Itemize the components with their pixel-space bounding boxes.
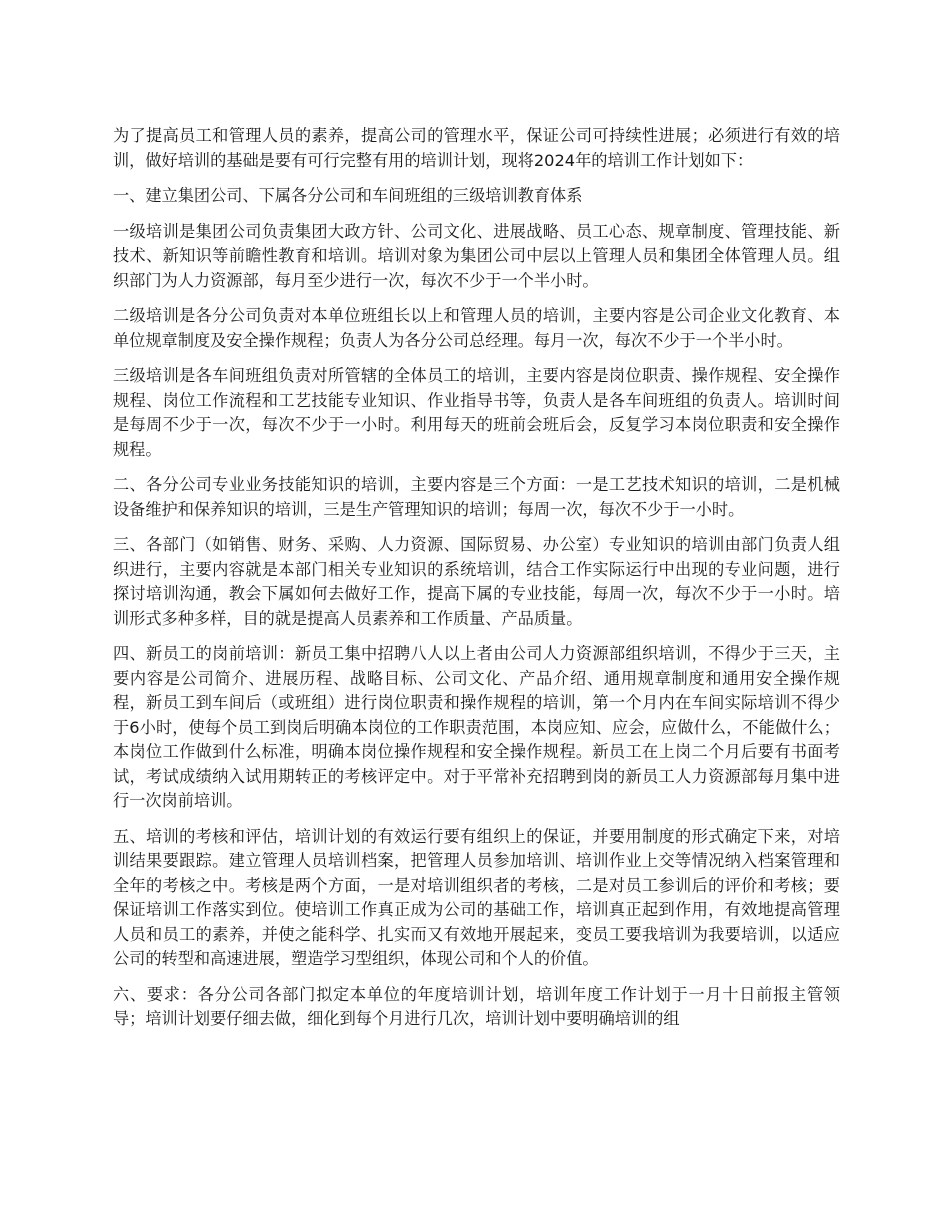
section-6-paragraph: 六、要求：各分公司各部门拟定本单位的年度培训计划，培训年度工作计划于一月十日前报主管领导；培训计划要仔细去做，细化到每个月进行几次，培训计划中要明确培训的组 (113, 984, 840, 1028)
paragraph-level-3-training: 三级培训是各车间班组负责对所管辖的全体员工的培训，主要内容是岗位职责、操作规程、安全操作规程、岗位工作流程和工艺技能专业知识、作业指导书等，负责人是各车间班组的负责人。培训时间是每周不少于一次，每次不少于一小时。利用每天的班前会班后会，反复学习本岗位职责和安全操作规程。 (113, 366, 840, 459)
paragraph-level-1-training: 一级培训是集团公司负责集团大政方针、公司文化、进展战略、员工心态、规章制度、管理技能、新技术、新知识等前瞻性教育和培训。培训对象为集团公司中层以上管理人员和集团全体管理人员。组织部门为人力资源部，每月至少进行一次，每次不少于一个半小时。 (113, 221, 840, 290)
intro-paragraph: 为了提高员工和管理人员的素养，提高公司的管理水平，保证公司可持续性进展；必须进行有效的培训，做好培训的基础是要有可行完整有用的培训计划，现将2024年的培训工作计划如下： (113, 126, 840, 170)
section-2-paragraph: 二、各分公司专业业务技能知识的培训，主要内容是三个方面：一是工艺技术知识的培训，二是机械设备维护和保养知识的培训，三是生产管理知识的培训；每周一次，每次不少于一小时。 (113, 475, 840, 519)
section-3-paragraph: 三、各部门（如销售、财务、采购、人力资源、国际贸易、办公室）专业知识的培训由部门负责人组织进行，主要内容就是本部门相关专业知识的系统培训，结合工作实际运行中出现的专业问题，进行探讨培训沟通，教会下属如何去做好工作，提高下属的专业技能，每周一次，每次不少于一小时。培训形式多种多样，目的就是提高人员素养和工作质量、产品质量。 (113, 535, 840, 628)
document-body (113, 124, 840, 1043)
paragraph-level-2-training: 二级培训是各分公司负责对本单位班组长以上和管理人员的培训，主要内容是公司企业文化教育、本单位规章制度及安全操作规程；负责人为各分公司总经理。每月一次，每次不少于一个半小时。 (113, 306, 840, 350)
section-4-paragraph: 四、新员工的岗前培训：新员工集中招聘八人以上者由公司人力资源部组织培训，不得少于三天，主要内容是公司简介、进展历程、战略目标、公司文化、产品介绍、通用规章制度和通用安全操作规程，新员工到车间后（或班组）进行岗位职责和操作规程的培训，第一个月内在车间实际培训不得少于6小时，使每个员工到岗后明确本岗位的工作职责范围，本岗应知、应会，应做什么，不能做什么；本岗位工作做到什么标准，明确本岗位操作规程和安全操作规程。新员工在上岗二个月后要有书面考试，考试成绩纳入试用期转正的考核评定中。对于平常补充招聘到岗的新员工人力资源部每月集中进行一次岗前培训。 (113, 644, 840, 810)
section-heading-1: 一、建立集团公司、下属各分公司和车间班组的三级培训教育体系 (113, 186, 583, 205)
section-5-paragraph: 五、培训的考核和评估，培训计划的有效运行要有组织上的保证，并要用制度的形式确定下来，对培训结果要跟踪。建立管理人员培训档案，把管理人员参加培训、培训作业上交等情况纳入档案管理和全年的考核之中。考核是两个方面，一是对培训组织者的考核，二是对员工参训后的评价和考核；要保证培训工作落实到位。使培训工作真正成为公司的基础工作，培训真正起到作用，有效地提高管理人员和员工的素养，并使之能科学、扎实而又有效地开展起来，变员工要我培训为我要培训，以适应公司的转型和高速进展，塑造学习型组织，体现公司和个人的价值。 (113, 826, 840, 968)
